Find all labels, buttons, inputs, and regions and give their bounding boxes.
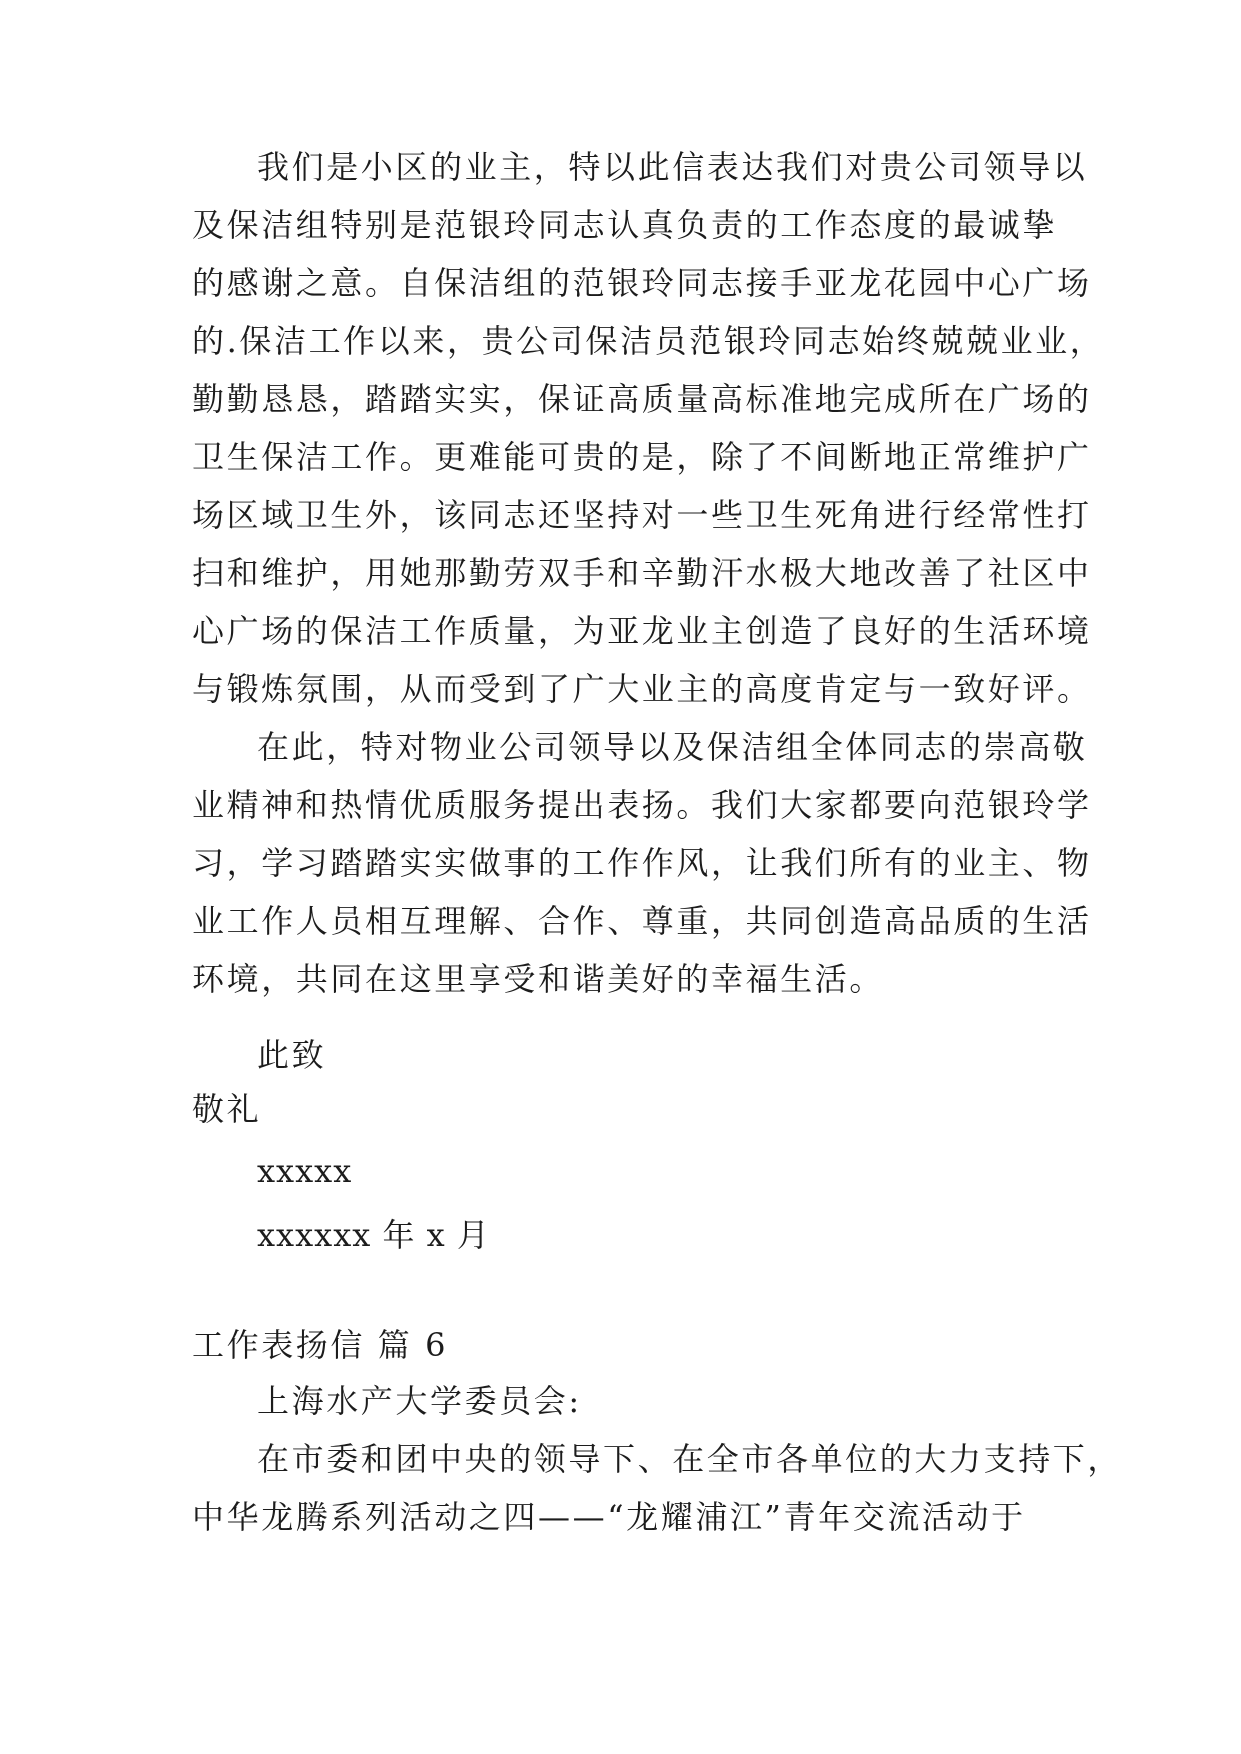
closing-greeting: 此致 [257,1036,327,1074]
text-line: 的.保洁工作以来，贵公司保洁员范银玲同志始终兢兢业业， [192,322,1105,360]
section-title: 工作表扬信 篇 6 [192,1326,449,1364]
text-line: 在市委和团中央的领导下、在全市各单位的大力支持下， [257,1440,1123,1478]
text-line: 卫生保洁工作。更难能可贵的是，除了不间断地正常维护广 [192,438,1092,476]
text-line: 我们是小区的业主，特以此信表达我们对贵公司领导以 [257,148,1088,186]
text-line: 业精神和热情优质服务提出表扬。我们大家都要向范银玲学 [192,786,1092,824]
closing-salute: 敬礼 [192,1090,262,1128]
letter-date: xxxxxx 年 x 月 [257,1216,490,1254]
text-line: 在此，特对物业公司领导以及保洁组全体同志的崇高敬 [257,728,1088,766]
text-line: 扫和维护，用她那勤劳双手和辛勤汗水极大地改善了社区中 [192,554,1092,592]
text-line: 中华龙腾系列活动之四——“龙耀浦江”青年交流活动于 [192,1498,1026,1536]
signer-name: xxxxx [257,1152,353,1190]
text-line: 业工作人员相互理解、合作、尊重，共同创造高品质的生活 [192,902,1092,940]
text-line: 及保洁组特别是范银玲同志认真负责的工作态度的最诚挚 [192,206,1058,244]
text-line: 环境，共同在这里享受和谐美好的幸福生活。 [192,960,885,998]
text-line: 勤勤恳恳，踏踏实实，保证高质量高标准地完成所在广场的 [192,380,1092,418]
salutation: 上海水产大学委员会: [257,1382,582,1420]
text-line: 心广场的保洁工作质量，为亚龙业主创造了良好的生活环境 [192,612,1092,650]
text-line: 场区域卫生外，该同志还坚持对一些卫生死角进行经常性打 [192,496,1092,534]
text-line: 习，学习踏踏实实做事的工作作风，让我们所有的业主、物 [192,844,1092,882]
text-line: 的感谢之意。自保洁组的范银玲同志接手亚龙花园中心广场 [192,264,1092,302]
text-line: 与锻炼氛围，从而受到了广大业主的高度肯定与一致好评。 [192,670,1092,708]
